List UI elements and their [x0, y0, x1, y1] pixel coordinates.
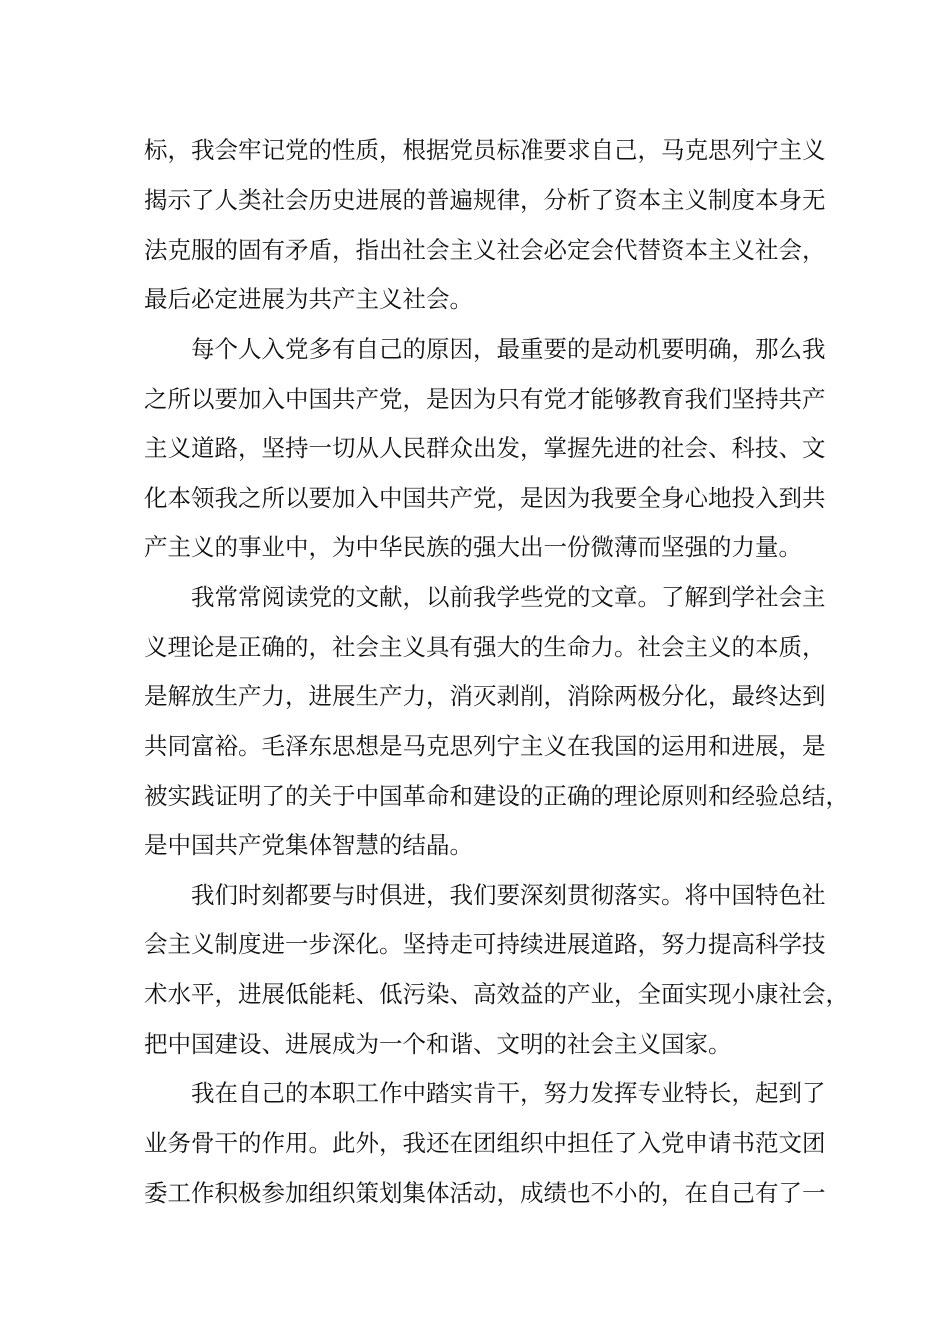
text-line: 是解放生产力，进展生产力，消灭剥削，消除两极分化，最终达到	[144, 682, 826, 710]
paragraph-first-line: 我们时刻都要与时俱进，我们要深刻贯彻落实。将中国特色社	[191, 881, 826, 909]
text-line: 把中国建设、进展成为一个和谐、文明的社会主义国家。	[144, 1030, 732, 1058]
paragraph-first-line: 每个人入党多有自己的原因，最重要的是动机要明确，那么我	[191, 335, 826, 363]
text-line: 会主义制度进一步深化。坚持走可持续进展道路，努力提高科学技	[144, 930, 826, 958]
text-line: 之所以要加入中国共产党，是因为只有党才能够教育我们坚持共产	[144, 385, 826, 413]
text-line: 主义道路，坚持一切从人民群众出发，掌握先进的社会、科技、文	[144, 434, 826, 462]
text-line: 术水平，进展低能耗、低污染、高效益的产业，全面实现小康社会，	[144, 980, 849, 1008]
text-line: 委工作积极参加组织策划集体活动，成绩也不小的，在自己有了一	[144, 1179, 826, 1207]
text-line: 共同富裕。毛泽东思想是马克思列宁主义在我国的运用和进展，是	[144, 732, 826, 760]
paragraph-first-line: 我在自己的本职工作中踏实肯干，努力发挥专业特长，起到了	[191, 1079, 826, 1107]
paragraph-first-line: 我常常阅读党的文献，以前我学些党的文章。了解到学社会主	[191, 583, 826, 611]
text-line: 最后必定进展为共产主义社会。	[144, 285, 473, 313]
text-line: 业务骨干的作用。此外，我还在团组织中担任了入党申请书范文团	[144, 1129, 826, 1157]
text-line: 标，我会牢记党的性质，根据党员标准要求自己，马克思列宁主义	[144, 136, 826, 164]
text-line: 化本领我之所以要加入中国共产党，是因为我要全身心地投入到共	[144, 484, 826, 512]
text-line: 是中国共产党集体智慧的结晶。	[144, 831, 473, 859]
text-line: 产主义的事业中，为中华民族的强大出一份微薄而坚强的力量。	[144, 533, 802, 561]
text-line: 义理论是正确的，社会主义具有强大的生命力。社会主义的本质，	[144, 633, 826, 661]
text-line: 被实践证明了的关于中国革命和建设的正确的理论原则和经验总结，	[144, 782, 849, 810]
text-line: 揭示了人类社会历史进展的普遍规律，分析了资本主义制度本身无	[144, 186, 826, 214]
text-line: 法克服的固有矛盾，指出社会主义社会必定会代替资本主义社会，	[144, 236, 826, 264]
